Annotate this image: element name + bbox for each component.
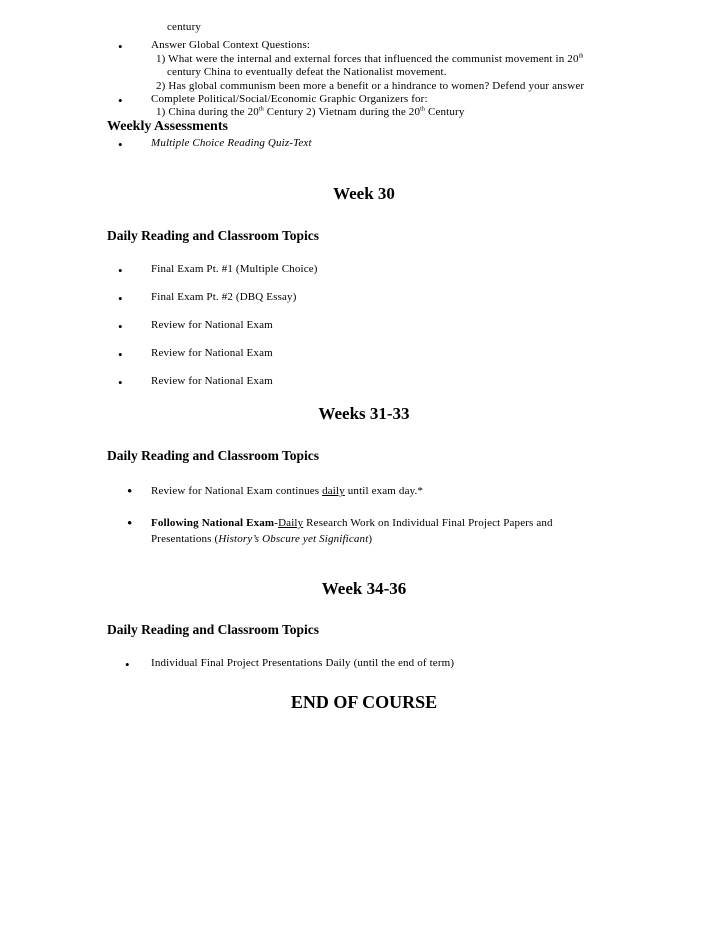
century-continuation: century: [167, 21, 202, 33]
week-30-item: Review for National Exam: [151, 319, 273, 331]
bullet-icon: •: [118, 375, 123, 390]
bullet-icon: •: [118, 137, 123, 152]
bullet-icon: •: [118, 319, 123, 334]
end-of-course: END OF COURSE: [290, 692, 438, 712]
week-34-36-title: Week 34-36: [321, 579, 407, 598]
week-30-item: Review for National Exam: [151, 347, 273, 359]
bullet-icon: •: [127, 516, 133, 532]
week-30-title: Week 30: [333, 184, 395, 203]
week-34-36-item: Individual Final Project Presentations Daily (until the end of term): [151, 657, 455, 669]
global-context-item: Answer Global Context Questions:: [151, 39, 311, 51]
graphic-organizers-detail: 1) China during the 20th Century 2) Vietnam during the 20th Century: [156, 106, 465, 118]
weekly-assessment-item: Multiple Choice Reading Quiz-Text: [151, 137, 312, 149]
week-30-item: Final Exam Pt. #1 (Multiple Choice): [151, 263, 318, 275]
weeks-31-33-title: Weeks 31-33: [318, 404, 410, 423]
bullet-icon: •: [118, 39, 123, 54]
bullet-icon: •: [118, 263, 123, 278]
weeks-31-33-heading: Daily Reading and Classroom Topics: [107, 448, 320, 463]
bullet-icon: •: [118, 347, 123, 362]
graphic-organizers-item: Complete Political/Social/Economic Graphic Organizers for:: [151, 93, 428, 105]
question-1-line-1: 1) What were the internal and external forces that influenced the communist movement in 20th: [156, 53, 584, 65]
weeks-31-33-item-1: Review for National Exam continues daily until exam day.*: [151, 485, 424, 497]
question-1-line-2: century China to eventually defeat the Nationalist movement.: [167, 66, 447, 78]
bullet-icon: •: [118, 93, 123, 108]
weeks-31-33-item-2-line-2: Presentations (History’s Obscure yet Significant): [151, 533, 373, 545]
bullet-icon: •: [125, 657, 130, 672]
week-34-36-heading: Daily Reading and Classroom Topics: [107, 622, 320, 637]
weeks-31-33-item-2-line-1: Following National Exam-Daily Research Work on Individual Final Project Papers and: [151, 517, 553, 529]
week-30-item: Review for National Exam: [151, 375, 273, 387]
week-30-heading: Daily Reading and Classroom Topics: [107, 228, 320, 243]
question-2: 2) Has global communism been more a benefit or a hindrance to women? Defend your answer: [156, 80, 585, 92]
week-30-item: Final Exam Pt. #2 (DBQ Essay): [151, 291, 297, 303]
weekly-assessments-heading: Weekly Assessments: [107, 119, 228, 134]
bullet-icon: •: [118, 291, 123, 306]
bullet-icon: •: [127, 484, 133, 500]
